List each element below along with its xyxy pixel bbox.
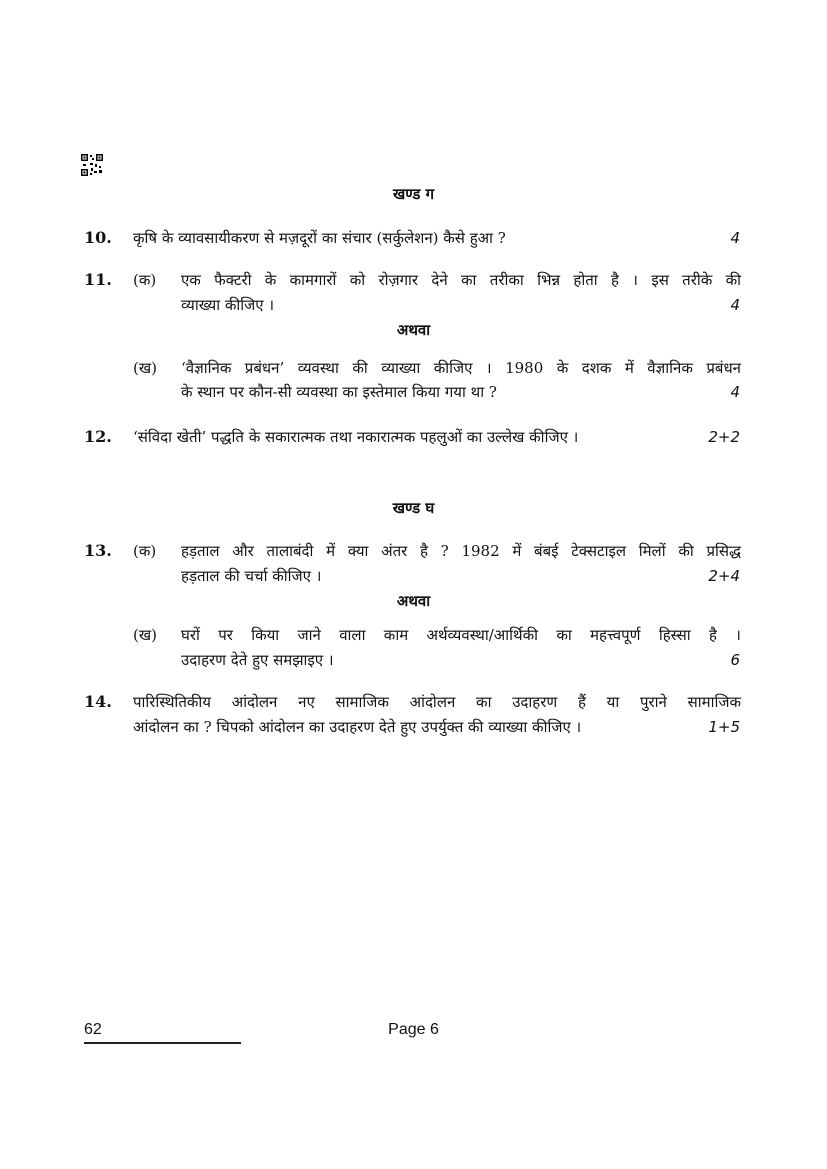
- question-number: 14.: [84, 692, 112, 711]
- question-text: आंदोलन का ? चिपको आंदोलन का उदाहरण देते हुए उपर्युक्त की व्याख्या कीजिए ।: [133, 718, 582, 736]
- question-marks: 2+4: [708, 567, 740, 585]
- question-text: कृषि के व्यावसायीकरण से मज़दूरों का संचार (सर्कुलेशन) कैसे हुआ ?: [133, 229, 506, 247]
- question-number: 13.: [84, 541, 112, 560]
- section-title-d: खण्ड घ: [392, 499, 435, 517]
- question-marks: 4: [730, 383, 740, 401]
- paper-code: 62: [84, 1021, 102, 1038]
- question-text: के स्थान पर कौन-सी व्यवस्था का इस्तेमाल किया गया था ?: [181, 383, 497, 401]
- option-label: (ख): [133, 359, 157, 377]
- question-text: एक फैक्टरी के कामगारों को रोज़गार देने का तरीका भिन्न होता है । इस तरीके की: [181, 271, 741, 289]
- page-number: Page 6: [388, 1021, 439, 1038]
- question-text: व्याख्या कीजिए ।: [181, 296, 275, 314]
- question-text: पारिस्थितिकीय आंदोलन नए सामाजिक आंदोलन का उदाहरण हैं या पुराने सामाजिक: [133, 693, 741, 711]
- question-marks: 4: [730, 296, 740, 314]
- question-marks: 4: [730, 229, 740, 247]
- question-marks: 2+2: [708, 428, 740, 446]
- question-text: घरों पर किया जाने वाला काम अर्थव्यवस्था/आर्थिकी का महत्त्वपूर्ण हिस्सा है ।: [181, 626, 741, 644]
- question-text: उदाहरण देते हुए समझाइए ।: [181, 651, 334, 669]
- question-number: 12.: [84, 427, 112, 446]
- or-divider: अथवा: [396, 592, 431, 610]
- section-title-c: खण्ड ग: [392, 185, 435, 203]
- question-text: हड़ताल और तालाबंदी में क्या अंतर है ? 1982 में बंबई टेक्सटाइल मिलों की प्रसिद्ध: [181, 542, 741, 560]
- question-text: ‘संविदा खेती’ पद्धति के सकारात्मक तथा नकारात्मक पहलुओं का उल्लेख कीजिए ।: [133, 428, 579, 446]
- or-divider: अथवा: [396, 321, 431, 339]
- option-label: (क): [133, 542, 157, 560]
- question-text: ‘वैज्ञानिक प्रबंधन’ व्यवस्था की व्याख्या कीजिए । 1980 के दशक में वैज्ञानिक प्रबंधन: [181, 359, 741, 377]
- question-number: 11.: [84, 270, 112, 289]
- footer-rule: [84, 1042, 241, 1044]
- question-text: हड़ताल की चर्चा कीजिए ।: [181, 567, 322, 585]
- question-marks: 6: [730, 651, 740, 669]
- option-label: (क): [133, 271, 157, 289]
- question-number: 10.: [84, 228, 112, 247]
- qr-code-icon: [81, 154, 103, 176]
- option-label: (ख): [133, 626, 157, 644]
- question-marks: 1+5: [708, 718, 740, 736]
